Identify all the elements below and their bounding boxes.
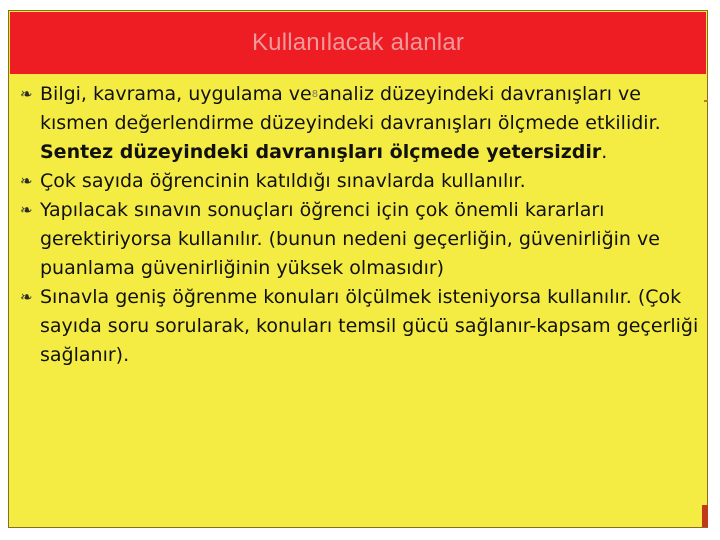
- bullet-bold-text: Sentez düzeyindeki davranışları ölçmede yetersizdir: [40, 141, 602, 163]
- stray-mark: 8: [311, 89, 319, 100]
- bullet-item: [20, 283, 700, 370]
- bullet-text: Sınavla geniş öğrenme konuları ölçülmek isteniyorsa kullanılır. (Çok sayıda soru sorularak, konuları temsil gücü sağlanır-kapsam geçerliği sağlanır).: [40, 286, 699, 366]
- flourish-bullet-icon: ❧: [20, 172, 33, 190]
- bullet-tail: .: [601, 141, 608, 163]
- bullet-item: [20, 80, 700, 167]
- bullet-item: [20, 196, 700, 283]
- bullet-item: [20, 167, 700, 196]
- bullet-text: analiz düzeyindeki davranışları ve kısmen değerlendirme düzeyindeki davranışları ölçmede etkilidir.: [40, 83, 661, 134]
- bullet-list: [20, 80, 700, 370]
- bullet-text: Çok sayıda öğrencinin katıldığı sınavlarda kullanılır.: [40, 170, 526, 192]
- bullet-text: Yapılacak sınavın sonuçları öğrenci için çok önemli kararları gerektiriyorsa kullanılır. (bunun nedeni geçerliğin, güvenirliğin ve puanlama güvenirliğinin yüksek olmasıdır): [40, 199, 660, 279]
- flourish-bullet-icon: ❧: [20, 288, 33, 306]
- flourish-bullet-icon: ❧: [20, 85, 33, 103]
- right-accent-line: [704, 100, 708, 102]
- bullet-text: Bilgi, kavrama, uygulama ve: [40, 83, 312, 105]
- flourish-bullet-icon: ❧: [20, 201, 33, 219]
- title-band: [10, 12, 706, 74]
- right-accent-block: [702, 505, 708, 527]
- slide-title: Kullanılacak alanlar: [251, 29, 465, 56]
